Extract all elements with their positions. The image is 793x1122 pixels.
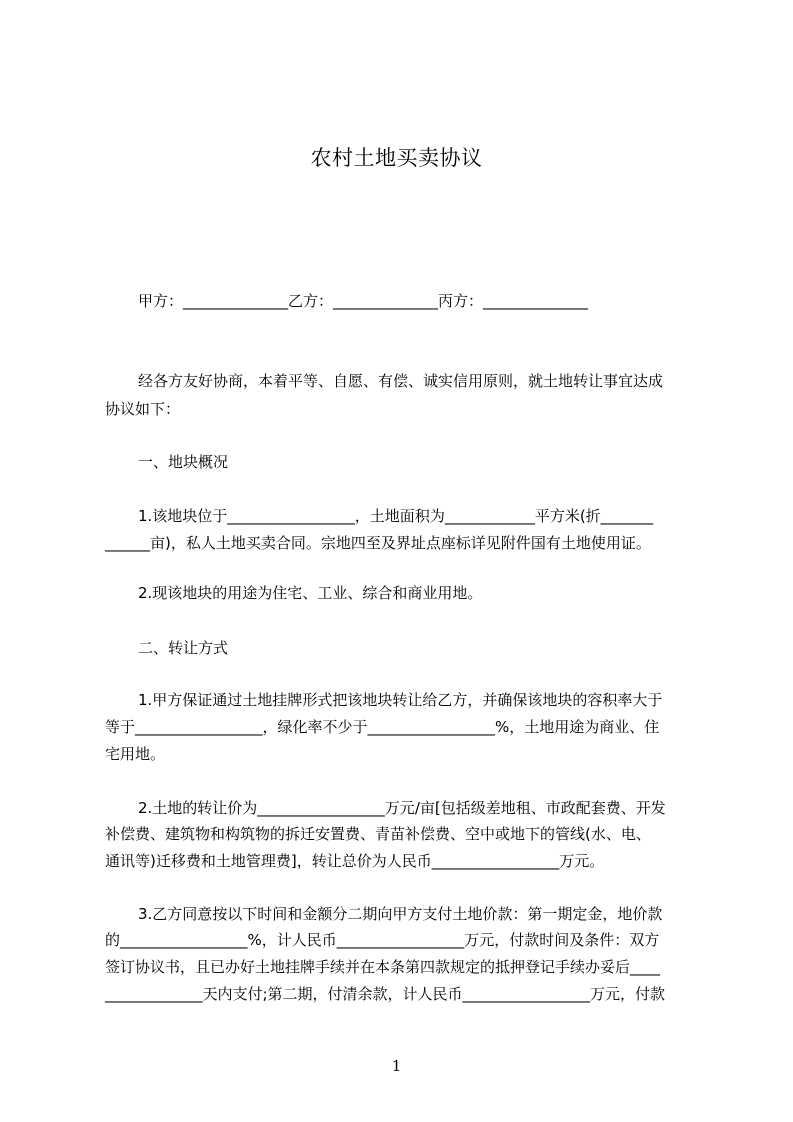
- section-2-item-2-line-2: 补偿费、建筑物和构筑物的拆迁安置费、青苗补偿费、空中或地下的管线(水、电、: [105, 825, 651, 843]
- section-2-item-3-line-2: 的_________________%，计人民币_________________万元，付款时间及条件：双方: [105, 931, 660, 949]
- section-1-heading: 一、地块概况: [138, 453, 229, 471]
- section-2-item-2-line-3: 通讯等)迁移费和土地管理费]，转让总价为人民币_________________万元。: [105, 852, 605, 870]
- intro-line-2: 协议如下：: [105, 400, 181, 418]
- section-1-item-2: 2.现该地块的用途为住宅、工业、综合和商业用地。: [138, 584, 483, 602]
- section-1-item-1-line-1: 1.该地块位于_________________，土地面积为____________平方米(折_______: [138, 507, 654, 525]
- section-2-item-1-line-1: 1.甲方保证通过土地挂牌形式把该地块转让给乙方，并确保该地块的容积率大于: [138, 691, 663, 709]
- page-number: 1: [391, 1057, 402, 1075]
- parties-line: 甲方：______________乙方：______________丙方：______________: [138, 292, 589, 310]
- section-2-item-2-line-1: 2.土地的转让价为_________________万元/亩[包括级差地租、市政配套费、开发: [138, 799, 666, 817]
- section-2-item-3-line-3: 签订协议书，且已办好土地挂牌手续并在本条第四款规定的抵押登记手续办妥后____: [105, 958, 661, 976]
- document-title: 农村土地买卖协议: [310, 146, 483, 170]
- section-2-item-1-line-2: 等于_________________，绿化率不少于_________________%，土地用途为商业、住: [105, 718, 660, 736]
- section-2-item-3-line-4: _____________天内支付;第二期，付清余款，计人民币_________________万元，付款: [105, 985, 666, 1003]
- section-2-item-3-line-1: 3.乙方同意按以下时间和金额分二期向甲方支付土地价款：第一期定金，地价款: [138, 905, 663, 923]
- section-2-heading: 二、转让方式: [138, 639, 229, 657]
- section-1-item-1-line-2: ______亩)，私人土地买卖合同。宗地四至及界址点座标详见附件国有土地使用证。: [105, 534, 651, 552]
- intro-line-1: 经各方友好协商，本着平等、自愿、有偿、诚实信用原则，就土地转让事宜达成: [138, 372, 664, 390]
- section-2-item-1-line-3: 宅用地。: [105, 745, 166, 763]
